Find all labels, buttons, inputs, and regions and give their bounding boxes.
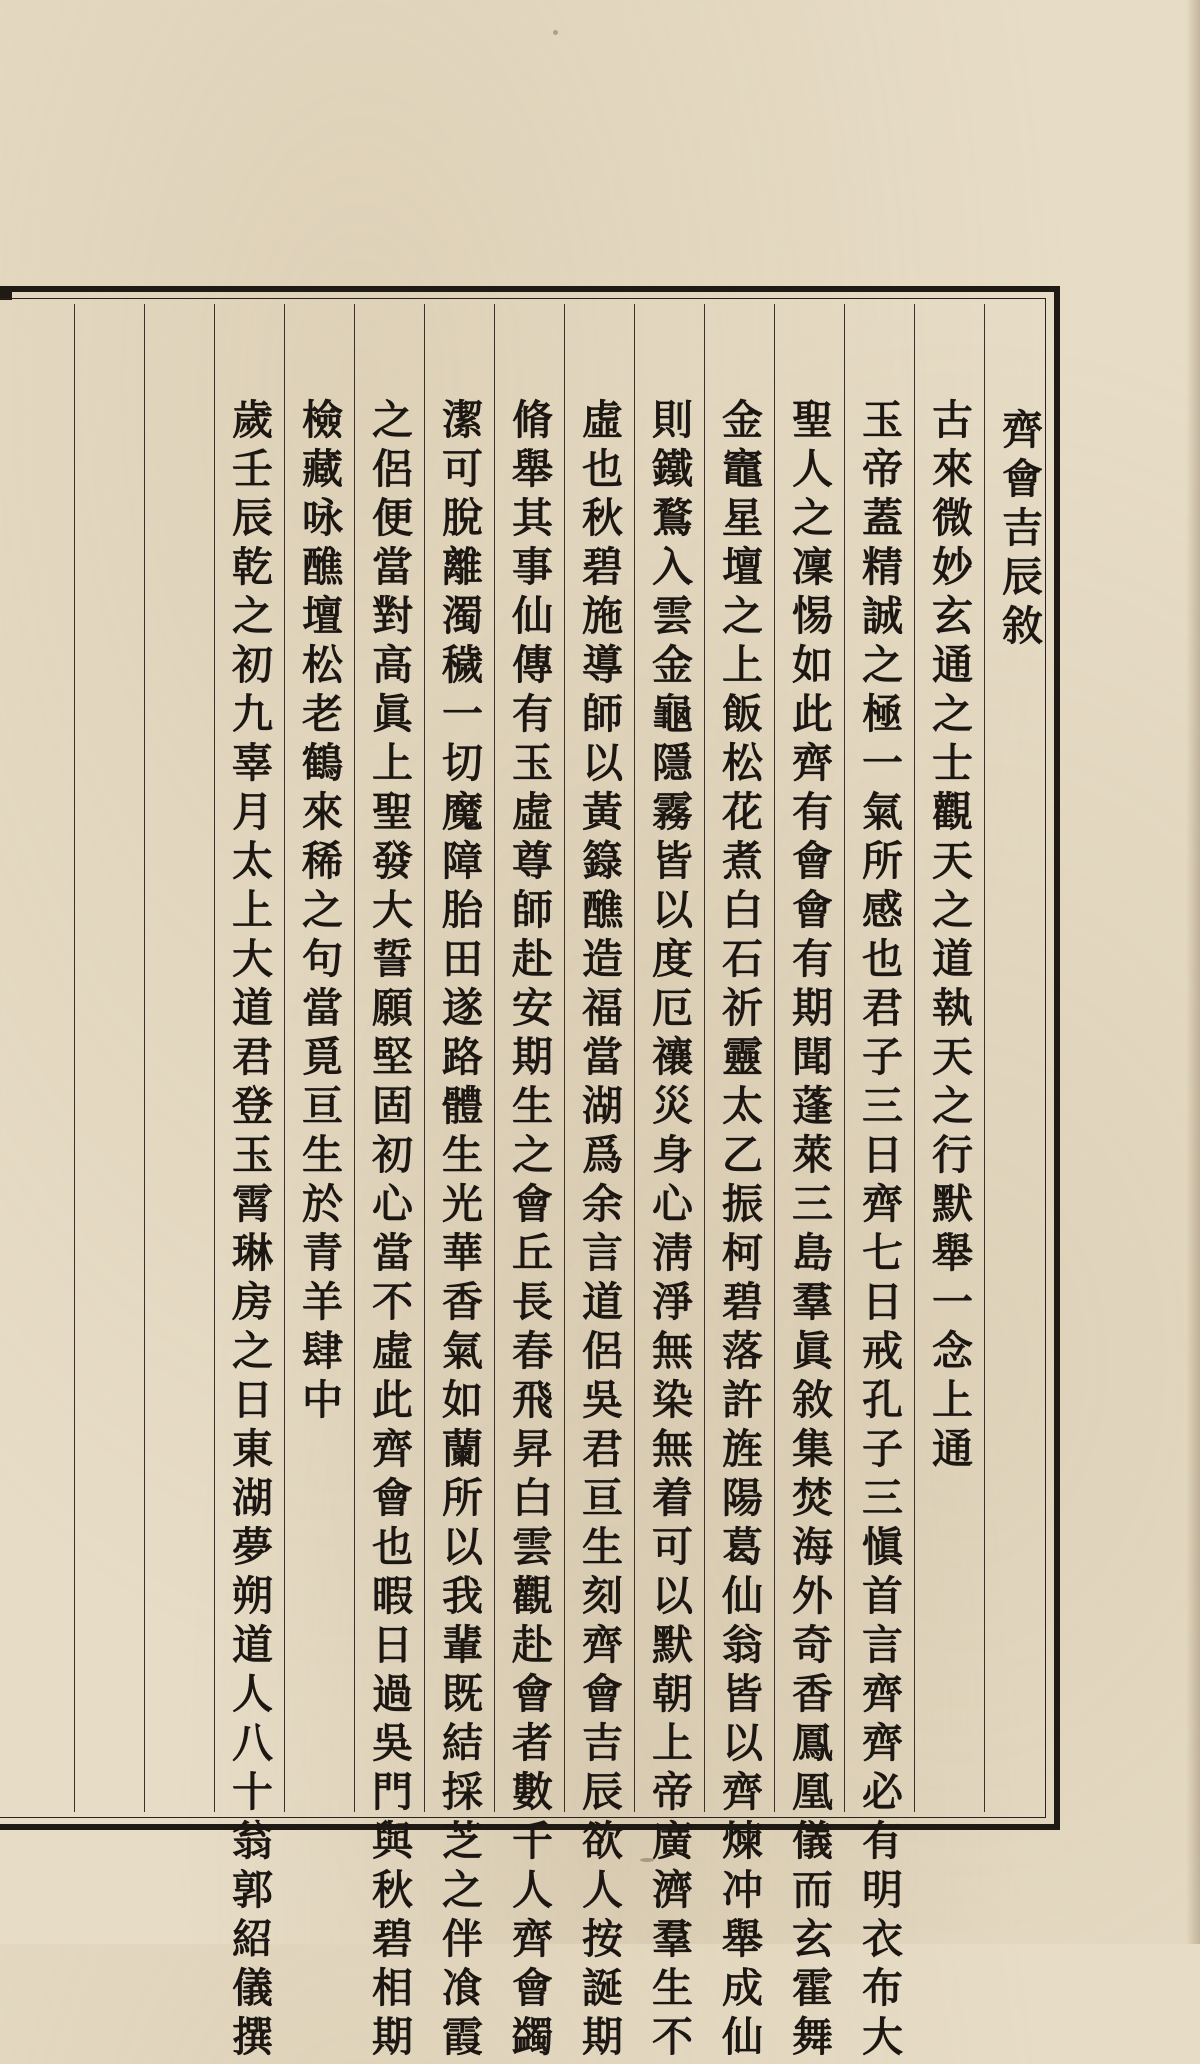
text-column [354,304,424,2064]
column-text: 虛也秋碧施導師以黃籙醮造福當湖爲余言道侶吳君亘生刻齊會吉辰欲人按誕期 [575,398,623,2064]
text-column [564,304,634,2064]
text-column [214,304,284,2064]
text-frame [0,286,1060,2064]
column-text: 歲壬辰乾之初九辜月太上大道君登玉霄琳房之日東湖夢朔道人八十翁郭紹儀撰 [225,398,273,2064]
text-column [634,304,704,2064]
column-text: 金竈星壇之上飯松花煮白石祈靈太乙振柯碧落許旌陽葛仙翁皆以齊煉冲舉成仙 [715,398,763,2064]
column-text: 脩舉其事仙傳有玉虛尊師赴安期生之會丘長春飛昇白雲觀赴會者數千人齊會蠲 [505,398,553,2064]
text-column [844,304,914,2064]
column-text: 聖人之凜惕如此齊有會會有期聞蓬萊三島羣眞敘集焚海外奇香鳳凰儀而玄霍舞 [785,398,833,2064]
text-column [284,304,354,1812]
text-column-empty [144,304,214,1812]
column-text: 則鐵鶩入雲金龜隱霧皆以度厄禳災身心淸淨無染無着可以默朝上帝廣濟羣生不 [645,398,693,2064]
text-column-empty [74,304,144,1812]
text-column-empty [4,304,74,1812]
text-column [774,304,844,2064]
document-title: 齊會吉辰敘 [995,408,1043,653]
column-text: 潔可脫離濁穢一切魔障胎田遂路體生光華香氣如蘭所以我輩既結採芝之伴飡霞 [435,398,483,2064]
column-text: 玉帝蓋精誠之極一氣所感也君子三日齊七日戒孔子三愼首言齊齊必有明衣布大 [855,398,903,2064]
paper-speck [553,30,558,35]
text-column [704,304,774,2064]
page-edge-shadow [1186,0,1200,1944]
column-text: 之侶便當對高眞上聖發大誓願堅固初心當不虛此齊會也暇日過吳門與秋碧相期 [365,398,413,2064]
text-column-title [984,304,1054,1812]
text-column [494,304,564,2064]
text-column [914,304,984,1812]
column-text: 古來微妙玄通之士觀天之道執天之行默舉一念上通 [925,398,973,1476]
text-column [424,304,494,2064]
column-text: 檢藏咏醮壇松老鶴來稀之句當覓亘生於青羊肆中 [295,398,343,1427]
